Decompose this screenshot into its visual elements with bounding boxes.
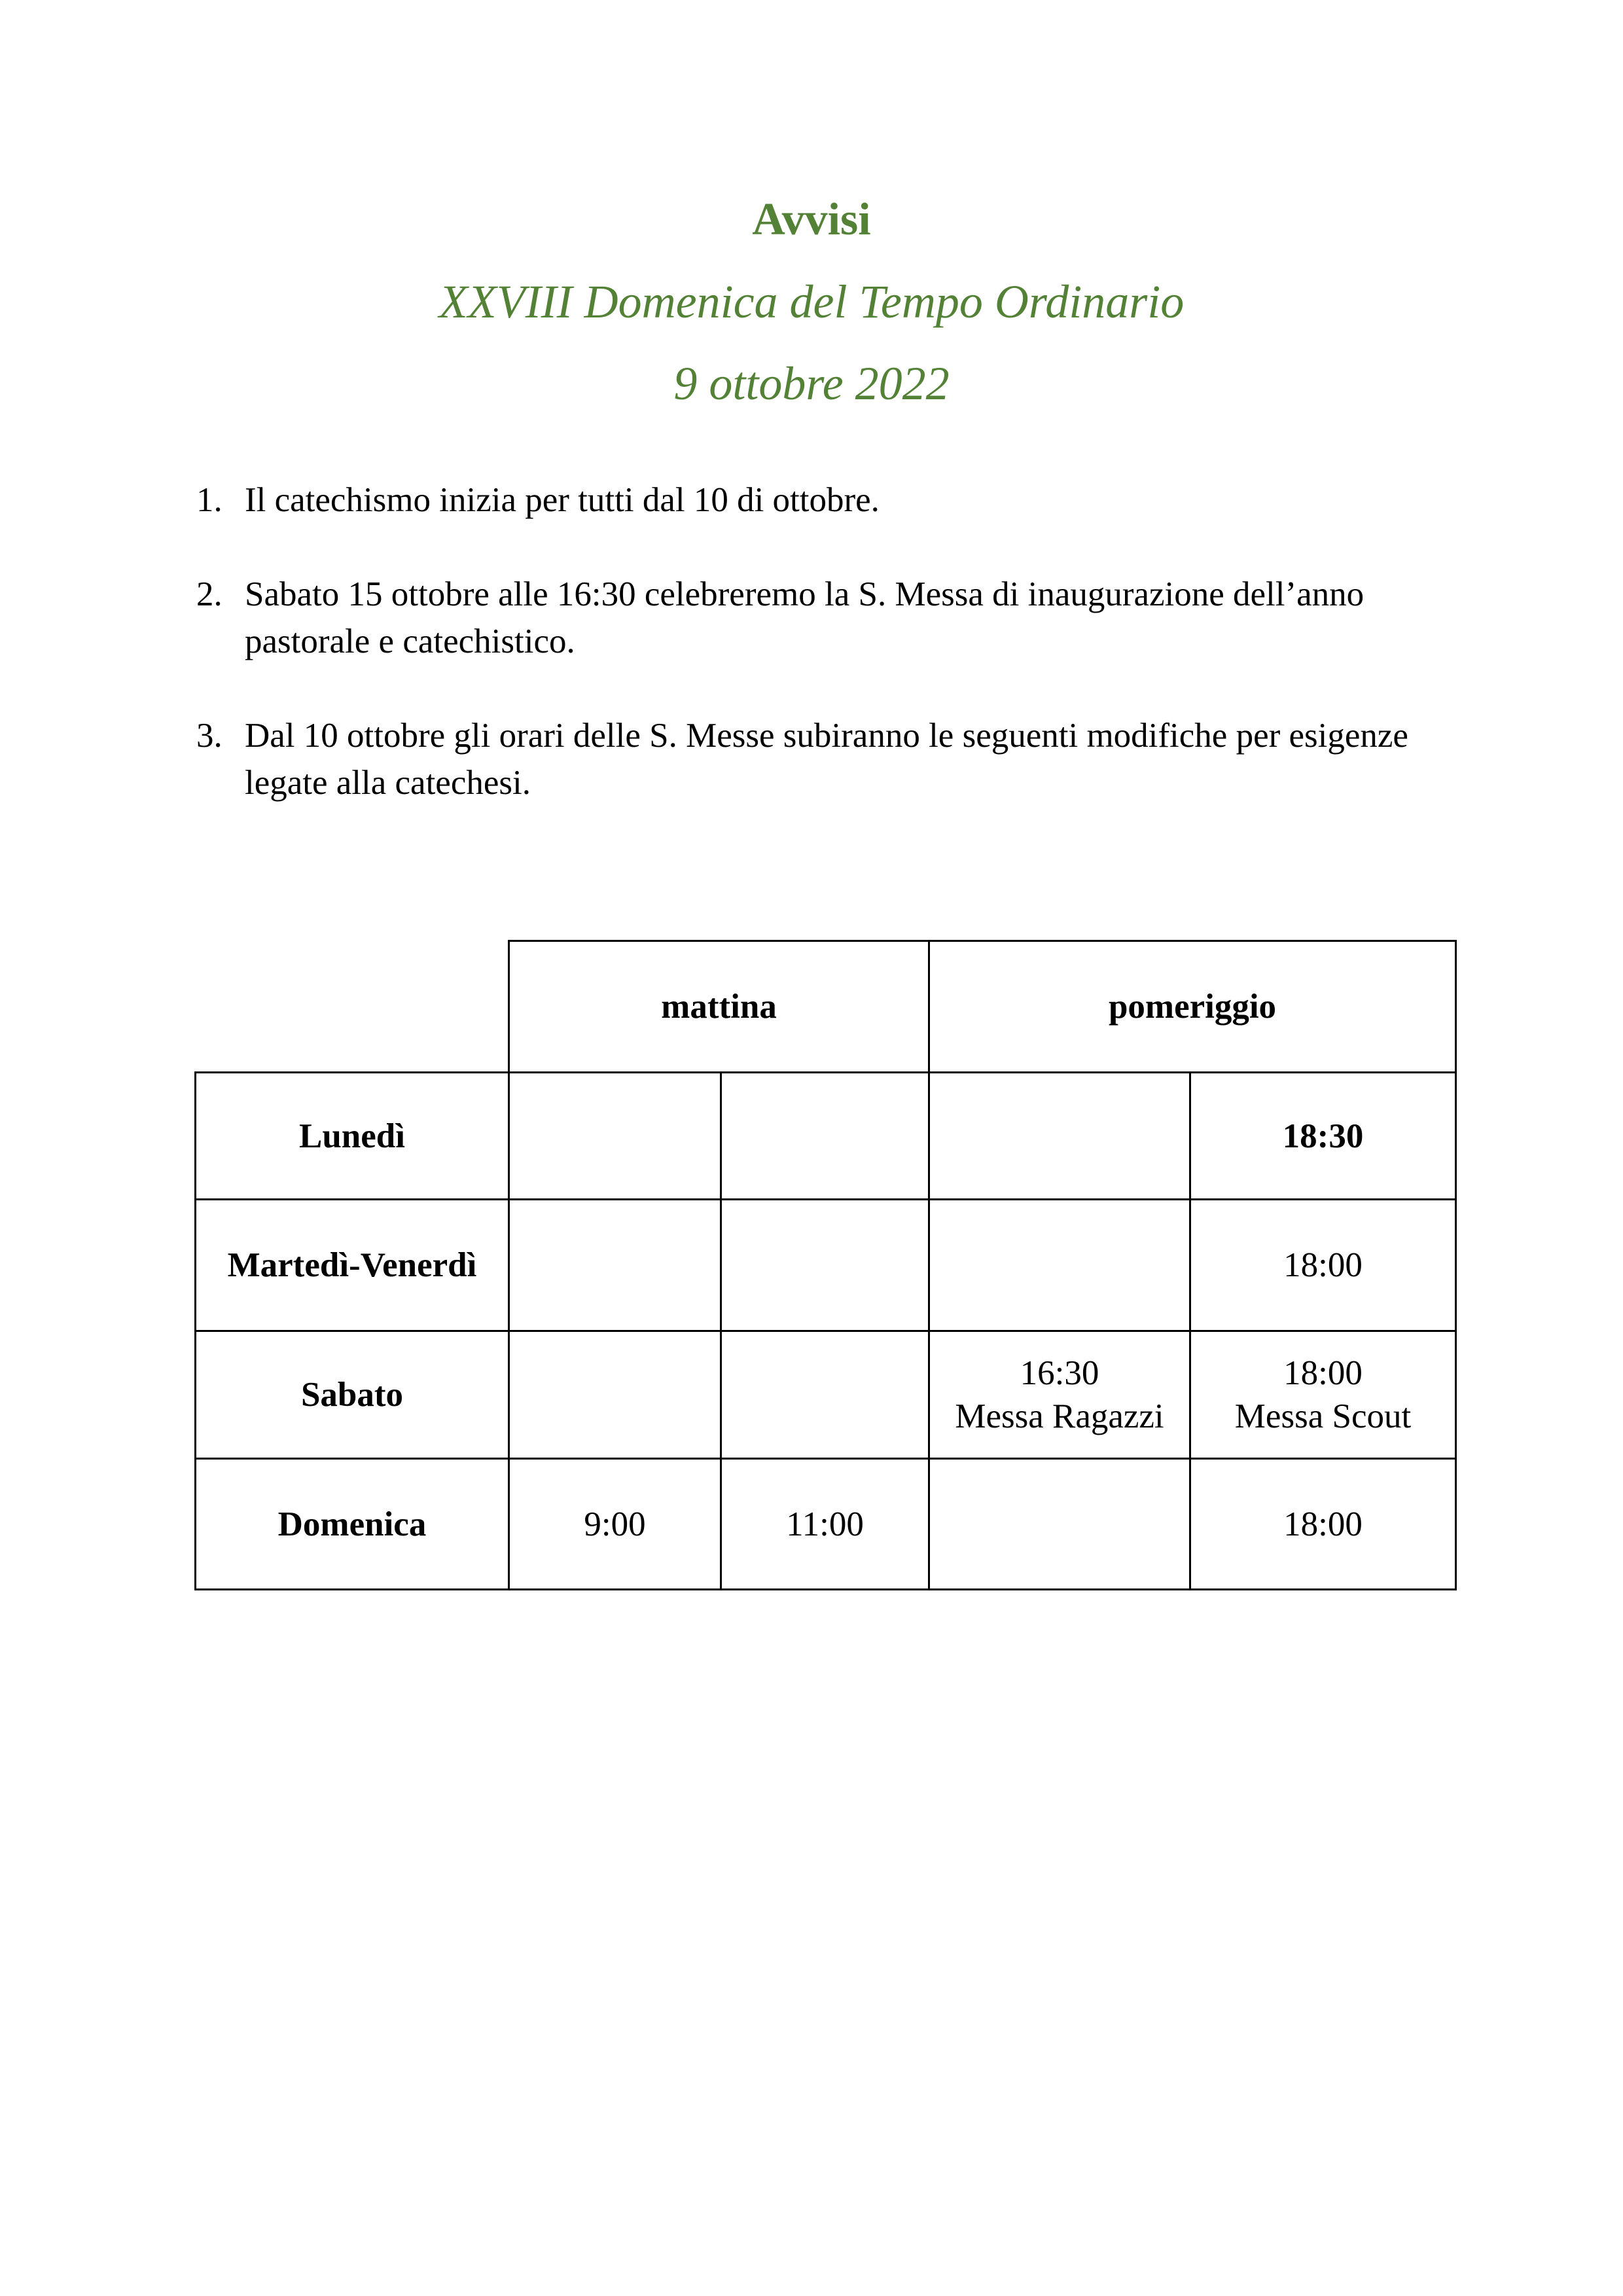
time-cell xyxy=(928,1330,1191,1460)
header-afternoon xyxy=(928,940,1457,1073)
time-cell xyxy=(928,1458,1191,1590)
time-cell xyxy=(508,1330,722,1460)
time-value: 18:00 xyxy=(1283,1354,1363,1392)
page-subtitle: XXVIII Domenica del Tempo Ordinario xyxy=(438,276,1185,328)
time-value: 16:30 xyxy=(1020,1354,1099,1392)
time-cell xyxy=(720,1330,930,1460)
header-morning-label: mattina xyxy=(661,988,777,1026)
time-value: 11:00 xyxy=(786,1505,864,1543)
row-day-label xyxy=(194,1071,510,1200)
day-label: Sabato xyxy=(300,1376,404,1414)
notice-number: 3. xyxy=(196,717,223,755)
notice-text: Il catechismo inizia per tutti dal 10 di ottobre. xyxy=(245,481,880,519)
day-label: Martedì-Venerdì xyxy=(227,1246,477,1284)
mass-note: Messa Ragazzi xyxy=(955,1397,1164,1435)
notice-text: Dal 10 ottobre gli orari delle S. Messe subiranno le seguenti modifiche per esigenze legate alla catechesi. xyxy=(245,717,1408,802)
mass-note: Messa Scout xyxy=(1234,1397,1412,1435)
row-day-label xyxy=(194,1458,510,1590)
time-cell xyxy=(508,1198,722,1332)
time-value: 9:00 xyxy=(584,1505,646,1543)
day-label: Domenica xyxy=(277,1505,427,1543)
header-afternoon-label: pomeriggio xyxy=(1108,988,1277,1026)
notice-text: Sabato 15 ottobre alle 16:30 celebreremo la S. Messa di inaugurazione dell’anno pastorale e catechistico. xyxy=(245,575,1364,660)
time-cell xyxy=(720,1458,930,1590)
time-cell xyxy=(928,1198,1191,1332)
time-value: 18:00 xyxy=(1283,1505,1363,1543)
time-cell xyxy=(720,1198,930,1332)
time-cell xyxy=(1189,1330,1457,1460)
time-cell xyxy=(508,1458,722,1590)
day-label: Lunedì xyxy=(298,1117,406,1155)
time-cell xyxy=(1189,1198,1457,1332)
notice-number: 1. xyxy=(196,481,223,519)
time-cell xyxy=(508,1071,722,1200)
time-cell xyxy=(1189,1458,1457,1590)
notice-number: 2. xyxy=(196,575,223,613)
time-cell xyxy=(720,1071,930,1200)
time-value: 18:30 xyxy=(1282,1117,1364,1155)
time-value: 18:00 xyxy=(1283,1246,1363,1284)
page-date: 9 ottobre 2022 xyxy=(673,357,950,410)
row-day-label xyxy=(194,1198,510,1332)
row-day-label xyxy=(194,1330,510,1460)
time-cell xyxy=(928,1071,1191,1200)
header-morning xyxy=(508,940,930,1073)
time-cell xyxy=(1189,1071,1457,1200)
page-title: Avvisi xyxy=(752,194,871,245)
